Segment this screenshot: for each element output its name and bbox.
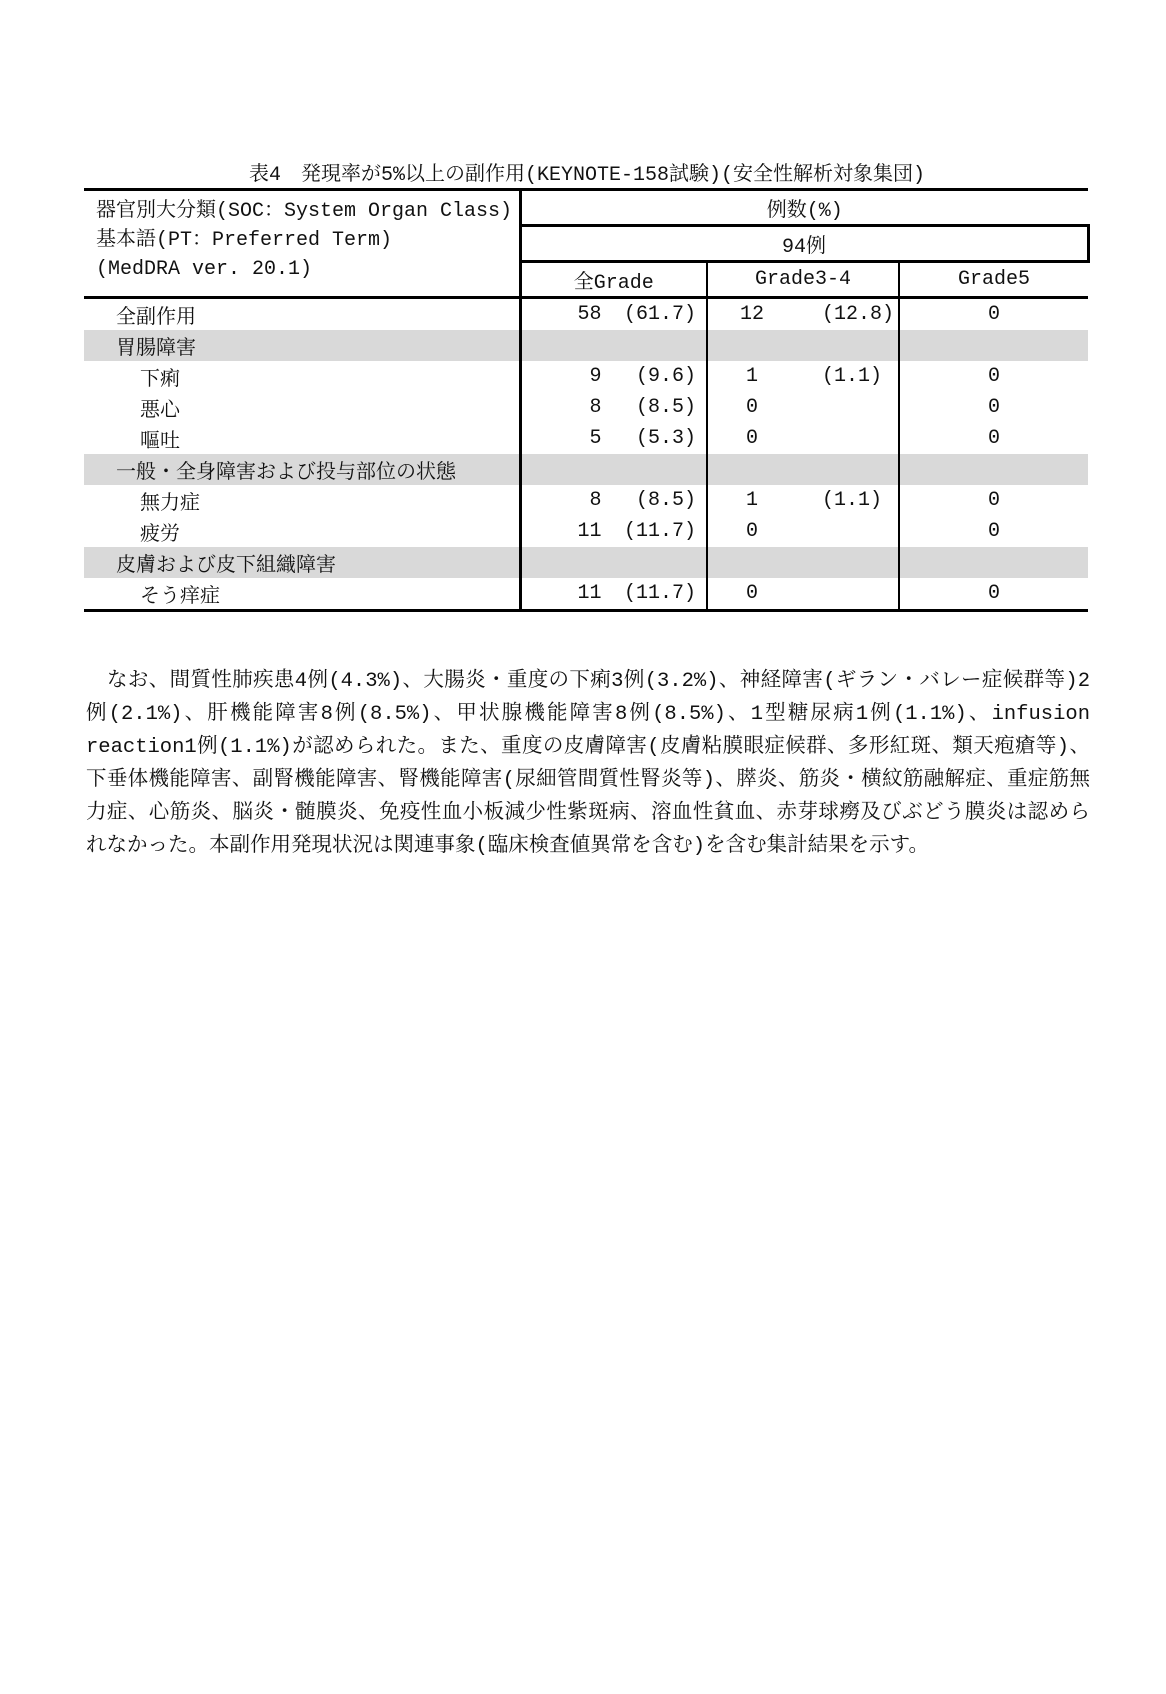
table-row [84,298,1088,331]
grade34-n: 1 [745,489,758,512]
all-grade-n: 11 [577,520,602,543]
grade5-cell: 0 [899,423,1088,454]
grade34-cell [707,578,899,611]
table-row [84,361,1088,392]
soc-header-line: 器官別大分類(SOC：System Organ Class) [96,200,513,223]
grade34-n: 0 [745,520,758,543]
table-row [84,485,1088,516]
term-label: 無力症 [140,492,200,516]
all-grade-n: 11 [577,582,602,605]
all-grade-n: 5 [589,427,602,450]
soc-label: 胃腸障害 [84,330,520,361]
meddra-header-line: (MedDRA ver. 20.1) [96,258,313,281]
term-label: 嘔吐 [140,430,180,454]
grade34-n: 1 [745,365,758,388]
grade5-cell: 0 [899,578,1088,611]
adverse-reactions-table [84,188,1090,612]
term-label: そう痒症 [84,578,520,611]
term-label: 下痢 [140,368,180,392]
all-grade-n: 9 [589,365,602,388]
grade34-cell [707,423,899,454]
all-grade-n: 8 [589,489,602,512]
empty-cell [707,454,899,485]
grade34-pct [822,582,882,605]
all-grade-pct: (11.7) [623,582,696,605]
soc-label: 皮膚および皮下組織障害 [84,547,520,578]
soc-row [84,330,1088,361]
grade5-cell: 0 [899,485,1088,516]
soc-row [84,547,1088,578]
empty-cell [899,547,1088,578]
grade34-header: Grade3-4 [707,262,899,298]
count-header: 例数(%) [520,190,1088,226]
grade34-n: 0 [745,582,758,605]
all-grade-cell [520,423,707,454]
all-grade-n: 58 [577,303,602,326]
grade34-pct [822,396,882,419]
all-grade-n: 8 [589,396,602,419]
table-row [84,578,1088,611]
term-label: 疲労 [140,523,180,547]
grade34-pct: (1.1) [822,365,883,388]
grade34-cell [707,516,899,547]
grade5-cell: 0 [899,361,1088,392]
all-grade-cell [520,485,707,516]
soc-label: 一般・全身障害および投与部位の状態 [84,454,520,485]
empty-cell [707,547,899,578]
grade34-cell [707,298,899,331]
grade34-cell [707,485,899,516]
term-label: 悪心 [140,399,180,423]
all-grade-cell [520,298,707,331]
grade5-cell: 0 [899,392,1088,423]
table-row [84,392,1088,423]
table-row [84,423,1088,454]
grade34-n: 0 [745,427,758,450]
empty-cell [520,547,707,578]
grade5-cell: 0 [899,516,1088,547]
empty-cell [899,454,1088,485]
grade34-pct [822,520,882,543]
all-grade-cell [520,516,707,547]
term-label: 全副作用 [116,306,196,330]
all-grade-cell [520,392,707,423]
grade34-n: 0 [745,396,758,419]
all-grade-pct: (61.7) [623,303,696,326]
table-row [84,516,1088,547]
grade34-cell [707,392,899,423]
all-grade-pct: (9.6) [635,365,696,388]
table-caption: 表4 発現率が5%以上の副作用(KEYNOTE-158試験)(安全性解析対象集団) [248,164,926,187]
grade34-cell [707,361,899,392]
empty-cell [520,330,707,361]
all-grade-pct: (11.7) [623,520,696,543]
all-grade-pct: (8.5) [635,396,696,419]
grade-all-header: 全Grade [520,262,707,298]
all-grade-pct: (5.3) [635,427,696,450]
soc-header [84,190,520,298]
n-header: 94例 [520,226,1088,262]
all-grade-pct: (8.5) [635,489,696,512]
all-grade-cell [520,578,707,611]
all-grade-cell [520,361,707,392]
grade34-pct: (1.1) [822,489,883,512]
grade34-n: 12 [739,303,764,326]
empty-cell [520,454,707,485]
empty-cell [899,330,1088,361]
empty-cell [707,330,899,361]
footnote-paragraph: なお、間質性肺疾患4例(4.3%)、大腸炎・重度の下痢3例(3.2%)、神経障害(ギラン・バレー症候群等)2例(2.1%)、肝機能障害8例(8.5%)、甲状腺機能障害8例(8.5%)、1型糖尿病1例(1.1%)、infusion reaction1例(1.1%)が認められた。また、重度の皮膚障害(皮膚粘膜眼症候群、多形紅斑、類天疱瘡等)、下垂体機能障害、副腎機能障害、腎機能障害(尿細管間質性腎炎等)、膵炎、筋炎・横紋筋融解症、重症筋無力症、心筋炎、脳炎・髄膜炎、免疫性血小板減少性紫斑病、溶血性貧血、赤芽球癆及びぶどう膜炎は認められなかった。本副作用発現状況は関連事象(臨床検査値異常を含む)を含む集計結果を示す。 [86,669,1090,858]
grade5-cell: 0 [899,298,1088,331]
soc-row [84,454,1088,485]
grade34-pct [822,427,882,450]
pt-header-line: 基本語(PT：Preferred Term) [96,229,393,252]
grade5-header: Grade5 [899,262,1088,298]
grade34-pct: (12.8) [822,303,895,326]
